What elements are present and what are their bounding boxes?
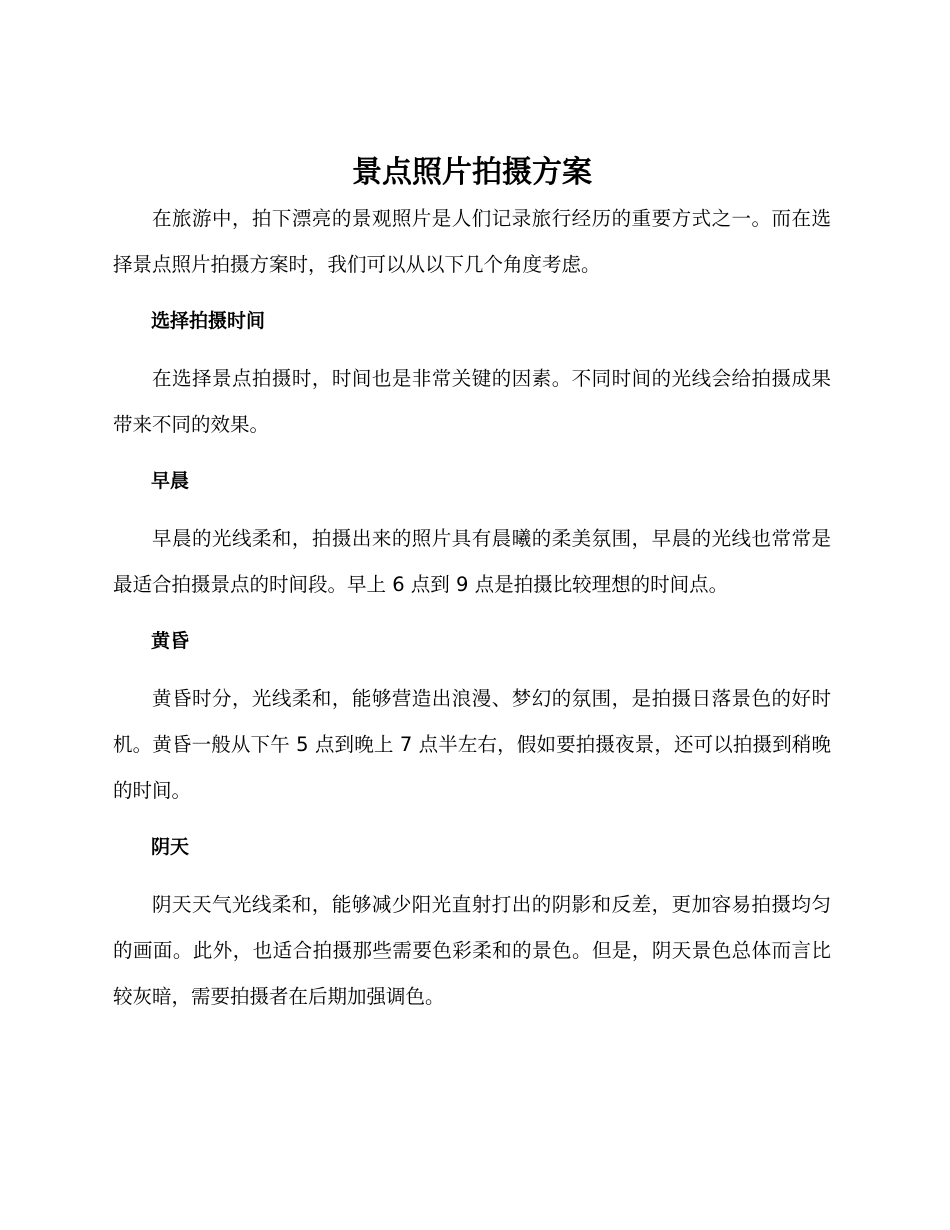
section-body: 黄昏时分，光线柔和，能够营造出浪漫、梦幻的氛围，是拍摄日落景色的好时机。黄昏一般从下午 5 点到晚上 7 点半左右，假如要拍摄夜景，还可以拍摄到稍晚的时间。 (113, 687, 831, 802)
section-overcast (113, 824, 831, 1020)
document-page (113, 150, 831, 1020)
section-body: 阴天天气光线柔和，能够减少阳光直射打出的阴影和反差，更加容易拍摄均匀的画面。此外，也适合拍摄那些需要色彩柔和的景色。但是，阴天景色总体而言比较灰暗，需要拍摄者在后期加强调色。 (113, 893, 831, 1008)
section-heading: 选择拍摄时间 (151, 310, 266, 332)
document-title: 景点照片拍摄方案 (352, 155, 592, 190)
section-heading: 黄昏 (151, 630, 190, 652)
section-body: 早晨的光线柔和，拍摄出来的照片具有晨曦的柔美氛围，早晨的光线也常常是最适合拍摄景点的时间段。早上 6 点到 9 点是拍摄比较理想的时间点。 (113, 527, 831, 596)
section-dusk (113, 618, 831, 814)
section-heading: 早晨 (151, 470, 190, 492)
section-heading: 阴天 (151, 836, 190, 858)
section-shooting-time (113, 298, 831, 448)
intro-paragraph: 在旅游中，拍下漂亮的景观照片是人们记录旅行经历的重要方式之一。而在选择景点照片拍摄方案时，我们可以从以下几个角度考虑。 (113, 207, 831, 276)
section-body: 在选择景点拍摄时，时间也是非常关键的因素。不同时间的光线会给拍摄成果带来不同的效果。 (113, 367, 831, 436)
section-morning (113, 458, 831, 608)
